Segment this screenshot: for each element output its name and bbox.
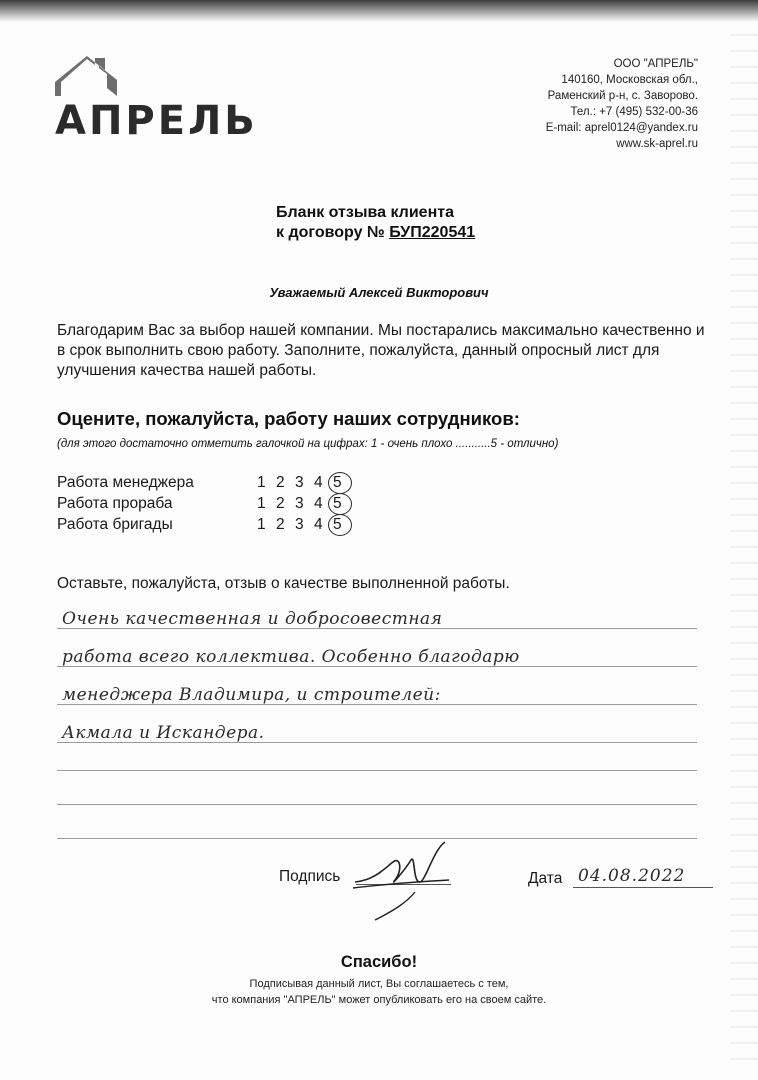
consent-note-line1: Подписывая данный лист, Вы соглашаетесь с тем, [249,978,509,990]
rating-option-1[interactable]: 1 [257,495,266,512]
intro-text: Благодарим Вас за выбор нашей компании. Мы постарались максимально качественно и в срок выполнить свою работу. Заполните, пожалуйста, данный опросный лист для улучшения качества нашей работы. [57,322,705,379]
rating-scale [257,495,352,513]
form-title-line1: Бланк отзыва клиента [276,204,454,221]
greeting: Уважаемый Алексей Викторович [269,285,489,300]
rating-row-crew [57,516,457,537]
rating-row-foreman [57,495,457,516]
rating-option-1[interactable]: 1 [257,516,266,533]
rating-option-5-selected[interactable]: 5 [333,474,352,492]
form-title [276,203,475,243]
review-text-line: Очень качественная и добросовестная [62,609,443,629]
signature-scribble-icon [345,840,465,930]
company-logo [55,52,258,144]
date-handwritten[interactable]: 04.08.2022 [578,866,686,886]
consent-note-line2: что компания "АПРЕЛЬ" может опубликовать его на своем сайте. [211,994,547,1006]
rating-option-4[interactable]: 4 [314,474,323,491]
date-label: Дата [528,870,563,887]
rating-option-3[interactable]: 3 [295,495,304,512]
rating-option-1[interactable]: 1 [257,474,266,491]
rating-label: Работа менеджера [57,474,194,491]
rating-option-2[interactable]: 2 [276,474,285,491]
logo-wordmark: АПРЕЛЬ [55,98,258,144]
company-website: www.sk-aprel.ru [616,138,698,150]
review-line [57,804,697,805]
rating-option-2[interactable]: 2 [276,516,285,533]
review-text-line: Акмала и Искандера. [62,723,265,743]
review-text-line: менеджера Владимира, и строителей: [62,685,441,705]
rating-option-3[interactable]: 3 [295,516,304,533]
company-contacts [438,56,698,152]
date-line [573,887,713,888]
scan-edge-speckle [730,20,758,1060]
review-text-line: работа всего коллектива. Особенно благодарю [62,647,520,667]
contract-prefix: к договору № [276,224,390,241]
rating-hint: (для этого достаточно отметить галочкой на цифрах: 1 - очень плохо ...........5 - отлично) [57,438,559,450]
rating-option-4[interactable]: 4 [314,516,323,533]
rating-scale [257,474,352,492]
rating-option-2[interactable]: 2 [276,495,285,512]
review-handwritten-text[interactable] [62,600,722,752]
rating-option-3[interactable]: 3 [295,474,304,491]
rating-option-4[interactable]: 4 [314,495,323,512]
review-line [57,770,697,771]
rating-option-5-selected[interactable]: 5 [333,495,352,513]
scan-edge-shadow [0,0,758,22]
rating-label: Работа бригады [57,516,173,533]
thanks-heading: Спасибо! [340,953,418,971]
rating-table [57,474,457,537]
company-address-line1: 140160, Московская обл., [561,74,698,86]
company-email: E-mail: aprel0124@yandex.ru [545,122,698,134]
company-phone: Тел.: +7 (495) 532-00-36 [570,106,698,118]
form-title-line2 [276,223,475,243]
company-name: ООО "АПРЕЛЬ" [613,58,698,70]
rating-row-manager [57,474,457,495]
company-address-line2: Раменский р-н, с. Заворово. [547,90,698,102]
review-label: Оставьте, пожалуйста, отзыв о качестве выполненной работы. [57,575,510,592]
rating-option-5-selected[interactable]: 5 [333,516,352,534]
contract-number: БУП220541 [389,224,476,241]
signature-label: Подпись [279,868,341,885]
consent-note [0,976,758,1008]
rating-label: Работа прораба [57,495,173,512]
rating-scale [257,516,352,534]
rating-heading: Оцените, пожалуйста, работу наших сотрудников: [57,408,520,429]
roof-icon [55,52,125,100]
review-line [57,838,697,839]
